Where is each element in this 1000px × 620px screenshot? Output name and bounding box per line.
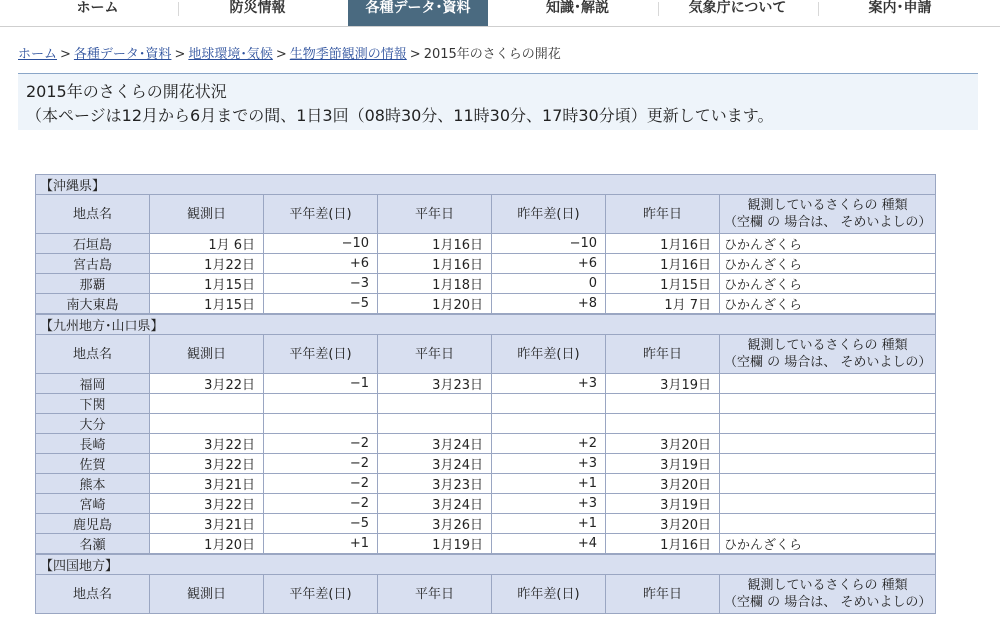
region-table-2 xyxy=(35,554,936,614)
column-header-3: 平年日 xyxy=(378,195,492,234)
cell-diff-last: +3 xyxy=(492,374,606,394)
column-header-0: 地点名 xyxy=(36,195,150,234)
breadcrumb xyxy=(18,46,978,64)
cell-normal: 1月18日 xyxy=(378,274,492,294)
cell-last: 3月20日 xyxy=(606,514,720,534)
station-name: 南大東島 xyxy=(36,294,150,314)
cell-diff-last: +3 xyxy=(492,454,606,474)
nav-item-0[interactable]: ホーム xyxy=(76,0,119,16)
nav-item-5[interactable]: 案内･申請 xyxy=(868,0,932,16)
top-navigation xyxy=(0,0,1000,27)
station-name: 大分 xyxy=(36,414,150,434)
cell-normal: 3月24日 xyxy=(378,494,492,514)
cell-cherry-type: ひかんざくら xyxy=(720,234,936,254)
cell-normal: 3月24日 xyxy=(378,434,492,454)
column-header-6: 観測しているさくらの 種類 （空欄 の 場合は、 そめいよしの） xyxy=(720,335,936,374)
cell-diff-last: −10 xyxy=(492,234,606,254)
cell-observed: 1月22日 xyxy=(150,254,264,274)
cell-observed xyxy=(150,414,264,434)
breadcrumb-separator: > xyxy=(60,47,71,62)
cell-cherry-type xyxy=(720,474,936,494)
column-header-2: 平年差(日) xyxy=(264,575,378,614)
cell-cherry-type: ひかんざくら xyxy=(720,294,936,314)
nav-item-3[interactable]: 知識･解説 xyxy=(546,0,609,16)
station-name: 名瀬 xyxy=(36,534,150,554)
table-row xyxy=(36,234,936,254)
station-name: 石垣島 xyxy=(36,234,150,254)
cell-observed: 3月22日 xyxy=(150,434,264,454)
table-row xyxy=(36,294,936,314)
cell-last xyxy=(606,394,720,414)
breadcrumb-separator: > xyxy=(275,47,287,62)
page-title: 2015年のさくらの開花状況 xyxy=(26,82,227,101)
table-row xyxy=(36,414,936,434)
cell-normal: 3月23日 xyxy=(378,474,492,494)
region-title: 【沖縄県】 xyxy=(36,175,936,195)
cell-diff-last: +1 xyxy=(492,474,606,494)
cell-observed: 1月15日 xyxy=(150,274,264,294)
cell-normal: 1月20日 xyxy=(378,294,492,314)
cell-normal: 3月26日 xyxy=(378,514,492,534)
cell-diff-normal: −5 xyxy=(264,294,378,314)
table-row xyxy=(36,494,936,514)
cell-diff-normal: +1 xyxy=(264,534,378,554)
cell-cherry-type xyxy=(720,494,936,514)
cell-observed: 1月 6日 xyxy=(150,234,264,254)
table-row xyxy=(36,454,936,474)
cell-diff-last: +3 xyxy=(492,494,606,514)
table-row xyxy=(36,254,936,274)
column-header-2: 平年差(日) xyxy=(264,195,378,234)
cell-diff-last xyxy=(492,394,606,414)
region-title: 【九州地方･山口県】 xyxy=(36,315,936,335)
column-header-5: 昨年日 xyxy=(606,335,720,374)
region-table-1 xyxy=(35,314,936,554)
station-name: 鹿児島 xyxy=(36,514,150,534)
cell-diff-normal: −10 xyxy=(264,234,378,254)
cell-observed xyxy=(150,394,264,414)
column-header-1: 観測日 xyxy=(150,335,264,374)
table-row xyxy=(36,394,936,414)
column-header-4: 昨年差(日) xyxy=(492,195,606,234)
breadcrumb-separator: > xyxy=(174,47,186,62)
cell-normal xyxy=(378,394,492,414)
cell-last: 1月 7日 xyxy=(606,294,720,314)
column-header-5: 昨年日 xyxy=(606,195,720,234)
cell-last: 3月19日 xyxy=(606,454,720,474)
cell-diff-normal: −3 xyxy=(264,274,378,294)
cell-last: 1月16日 xyxy=(606,534,720,554)
breadcrumb-separator: > xyxy=(409,47,421,62)
cell-cherry-type xyxy=(720,414,936,434)
cell-observed: 3月22日 xyxy=(150,374,264,394)
cell-diff-last xyxy=(492,414,606,434)
station-name: 福岡 xyxy=(36,374,150,394)
column-header-1: 観測日 xyxy=(150,575,264,614)
cell-normal: 3月24日 xyxy=(378,454,492,474)
cell-cherry-type: ひかんざくら xyxy=(720,254,936,274)
table-row xyxy=(36,374,936,394)
cell-last: 1月16日 xyxy=(606,254,720,274)
cell-cherry-type xyxy=(720,394,936,414)
nav-item-4[interactable]: 気象庁について xyxy=(688,0,787,16)
cell-normal: 3月23日 xyxy=(378,374,492,394)
column-header-1: 観測日 xyxy=(150,195,264,234)
cell-diff-normal: −2 xyxy=(264,474,378,494)
station-name: 下関 xyxy=(36,394,150,414)
table-row xyxy=(36,274,936,294)
cell-diff-last: +1 xyxy=(492,514,606,534)
table-row xyxy=(36,474,936,494)
table-row xyxy=(36,514,936,534)
nav-separator xyxy=(658,2,659,16)
column-header-6: 観測しているさくらの 種類 （空欄 の 場合は、 そめいよしの） xyxy=(720,195,936,234)
cell-diff-last: +6 xyxy=(492,254,606,274)
cell-diff-normal: −2 xyxy=(264,454,378,474)
cell-last: 3月20日 xyxy=(606,474,720,494)
cell-observed: 1月15日 xyxy=(150,294,264,314)
station-name: 那覇 xyxy=(36,274,150,294)
column-header-4: 昨年差(日) xyxy=(492,335,606,374)
cell-diff-normal: −2 xyxy=(264,494,378,514)
column-header-2: 平年差(日) xyxy=(264,335,378,374)
breadcrumb-link-3[interactable]: 生物季節観測の情報 xyxy=(289,47,407,62)
cell-diff-normal xyxy=(264,394,378,414)
table-row xyxy=(36,534,936,554)
cell-diff-normal: −2 xyxy=(264,434,378,454)
station-name: 長崎 xyxy=(36,434,150,454)
cell-normal: 1月16日 xyxy=(378,234,492,254)
cell-cherry-type xyxy=(720,374,936,394)
cell-observed: 3月22日 xyxy=(150,494,264,514)
cell-normal xyxy=(378,414,492,434)
cell-diff-normal: +6 xyxy=(264,254,378,274)
update-note: （本ページは12月から6月までの間、1日3回（08時30分、11時30分、17時30分頃）更新しています。 xyxy=(26,106,774,125)
cell-last: 3月20日 xyxy=(606,434,720,454)
cell-cherry-type xyxy=(720,434,936,454)
cell-diff-normal: −5 xyxy=(264,514,378,534)
nav-separator xyxy=(818,2,819,16)
cell-last xyxy=(606,414,720,434)
cell-last: 3月19日 xyxy=(606,374,720,394)
station-name: 宮古島 xyxy=(36,254,150,274)
column-header-0: 地点名 xyxy=(36,575,150,614)
station-name: 佐賀 xyxy=(36,454,150,474)
cell-cherry-type xyxy=(720,514,936,534)
cell-observed: 3月22日 xyxy=(150,454,264,474)
cell-last: 3月19日 xyxy=(606,494,720,514)
column-header-0: 地点名 xyxy=(36,335,150,374)
cell-observed: 3月21日 xyxy=(150,474,264,494)
region-title: 【四国地方】 xyxy=(36,555,936,575)
column-header-4: 昨年差(日) xyxy=(492,575,606,614)
column-header-3: 平年日 xyxy=(378,335,492,374)
cell-observed: 1月20日 xyxy=(150,534,264,554)
cell-diff-last: +2 xyxy=(492,434,606,454)
breadcrumb-link-2[interactable]: 地球環境･気候 xyxy=(188,47,273,62)
station-name: 熊本 xyxy=(36,474,150,494)
cell-cherry-type: ひかんざくら xyxy=(720,274,936,294)
sakura-tables xyxy=(35,174,935,614)
cell-cherry-type: ひかんざくら xyxy=(720,534,936,554)
cell-normal: 1月16日 xyxy=(378,254,492,274)
cell-diff-last: 0 xyxy=(492,274,606,294)
page-heading xyxy=(18,73,978,130)
cell-diff-last: +4 xyxy=(492,534,606,554)
cell-normal: 1月19日 xyxy=(378,534,492,554)
cell-diff-last: +8 xyxy=(492,294,606,314)
breadcrumb-link-1[interactable]: 各種データ･資料 xyxy=(73,47,172,62)
cell-observed: 3月21日 xyxy=(150,514,264,534)
cell-last: 1月16日 xyxy=(606,234,720,254)
breadcrumb-link-0[interactable]: ホーム xyxy=(18,47,58,62)
column-header-3: 平年日 xyxy=(378,575,492,614)
nav-separator xyxy=(178,2,179,16)
nav-item-2[interactable]: 各種データ･資料 xyxy=(348,0,488,26)
region-table-0 xyxy=(35,174,936,314)
cell-diff-normal xyxy=(264,414,378,434)
breadcrumb-current: 2015年のさくらの開花 xyxy=(423,47,561,62)
station-name: 宮崎 xyxy=(36,494,150,514)
column-header-6: 観測しているさくらの 種類 （空欄 の 場合は、 そめいよしの） xyxy=(720,575,936,614)
cell-cherry-type xyxy=(720,454,936,474)
table-row xyxy=(36,434,936,454)
cell-last: 1月15日 xyxy=(606,274,720,294)
column-header-5: 昨年日 xyxy=(606,575,720,614)
nav-item-1[interactable]: 防災情報 xyxy=(229,0,286,16)
cell-diff-normal: −1 xyxy=(264,374,378,394)
